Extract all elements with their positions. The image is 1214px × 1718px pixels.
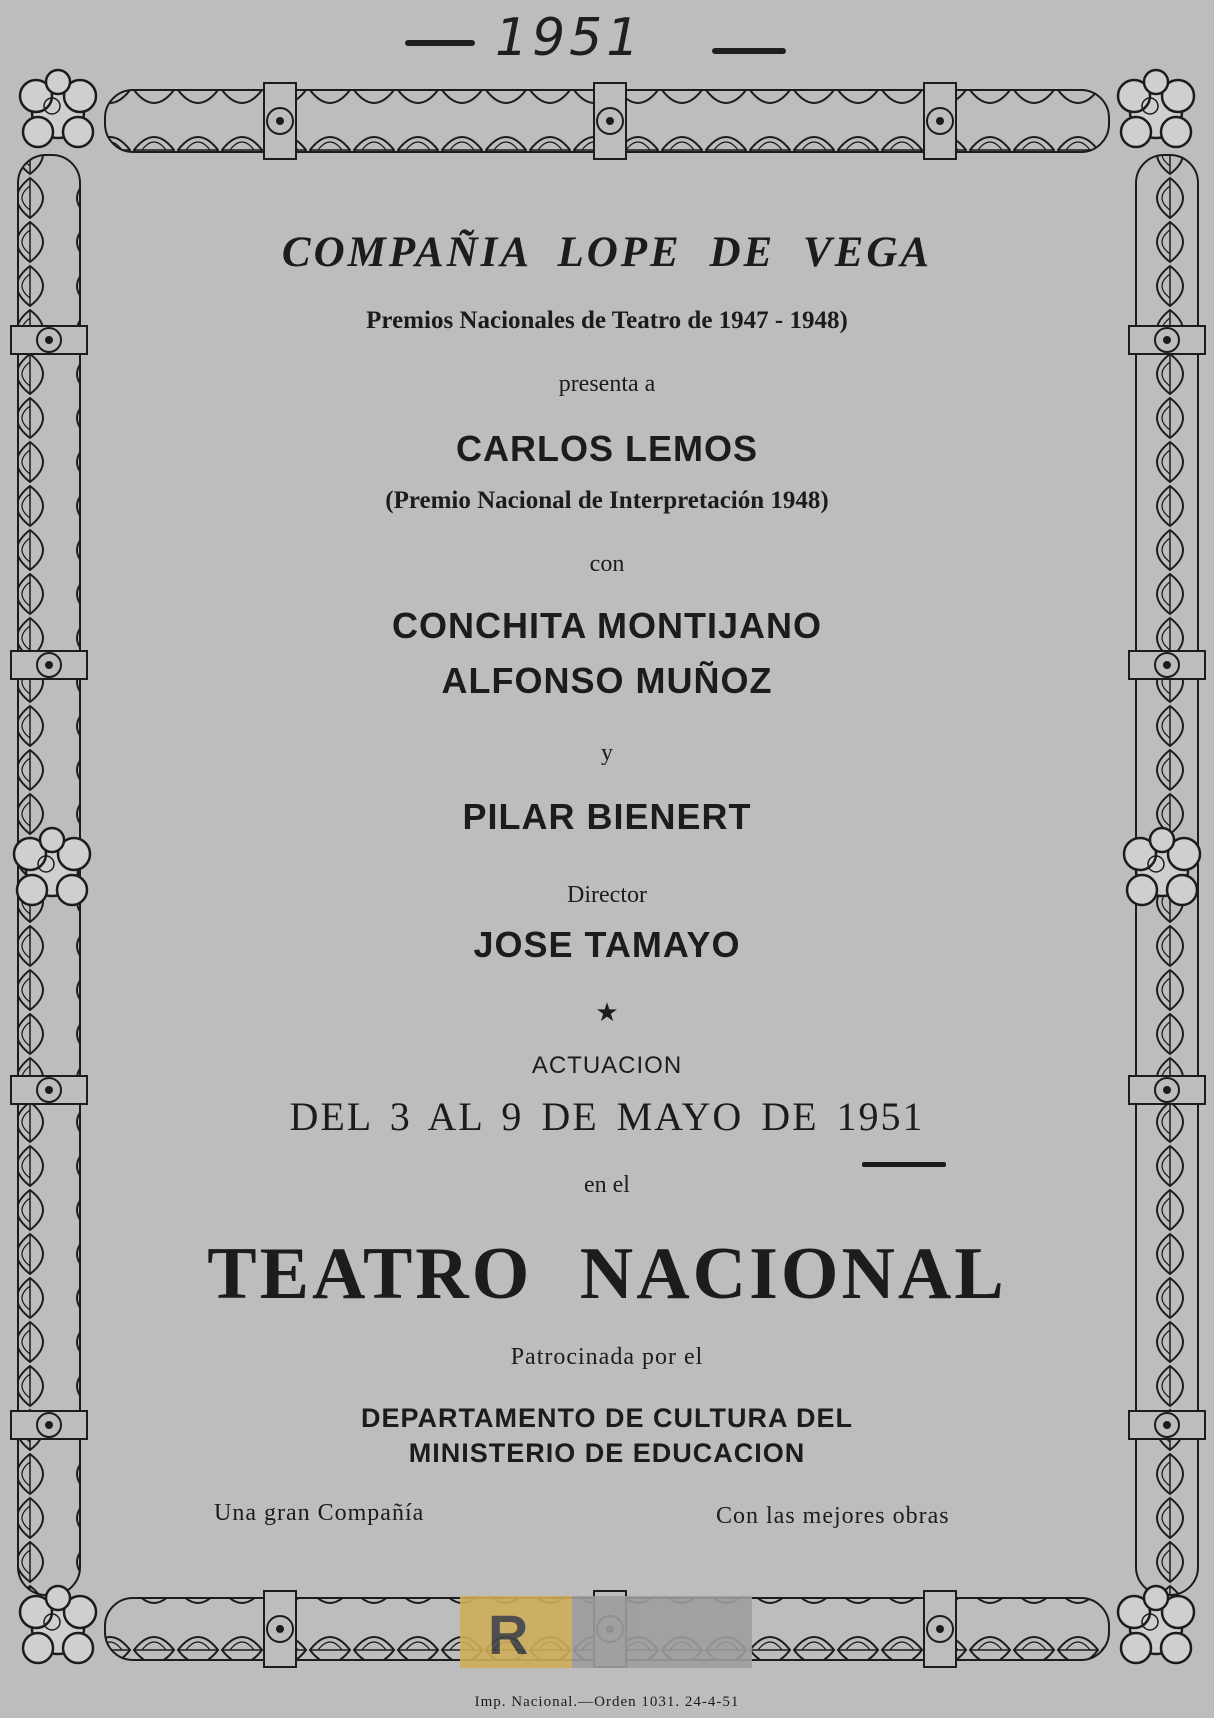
imprint-line: Imp. Nacional.—Orden 1031. 24-4-51 <box>474 1694 740 1710</box>
archive-stamp <box>460 1596 752 1668</box>
performance-label: ACTUACION <box>531 1052 683 1079</box>
lead-actor: CARLOS LEMOS <box>455 428 758 469</box>
fruit-cluster-icon <box>1118 1586 1194 1663</box>
performance-dates: DEL 3 AL 9 DE MAYO DE 1951 <box>289 1094 925 1139</box>
actress-name: PILAR BIENERT <box>462 796 752 837</box>
and-text: y <box>601 740 613 766</box>
slogan-left: Una gran Compañía <box>214 1500 425 1526</box>
sponsor-line-2: MINISTERIO DE EDUCACION <box>408 1438 806 1468</box>
handwritten-dash-left <box>405 40 475 46</box>
venue-name: TEATRO NACIONAL <box>207 1233 1007 1315</box>
fruit-cluster-icon <box>20 70 96 147</box>
archive-logo-icon: R <box>488 1603 529 1666</box>
year-underline <box>862 1162 946 1167</box>
handwritten-year: 1951 <box>495 8 644 68</box>
star-icon: ★ <box>595 998 619 1027</box>
company-title: COMPAÑIA LOPE DE VEGA <box>281 229 933 276</box>
director-name: JOSE TAMAYO <box>473 924 741 965</box>
awards-line: Premios Nacionales de Teatro de 1947 - 1948) <box>366 307 848 334</box>
fruit-cluster-icon <box>20 1586 96 1663</box>
lead-award: (Premio Nacional de Interpretación 1948) <box>385 487 829 514</box>
handwritten-dash-right <box>712 48 786 54</box>
cast-member-2: ALFONSO MUÑOZ <box>441 660 773 701</box>
slogan-right: Con las mejores obras <box>716 1503 950 1529</box>
sponsored-by-text: Patrocinada por el <box>510 1344 704 1370</box>
presents-text: presenta a <box>558 371 656 397</box>
in-the-text: en el <box>584 1172 630 1198</box>
director-label: Director <box>567 882 647 908</box>
fruit-cluster-icon <box>1118 70 1194 147</box>
sponsor-line-1: DEPARTAMENTO DE CULTURA DEL <box>361 1403 853 1433</box>
cast-member-1: CONCHITA MONTIJANO <box>392 605 822 646</box>
with-text: con <box>589 551 625 577</box>
